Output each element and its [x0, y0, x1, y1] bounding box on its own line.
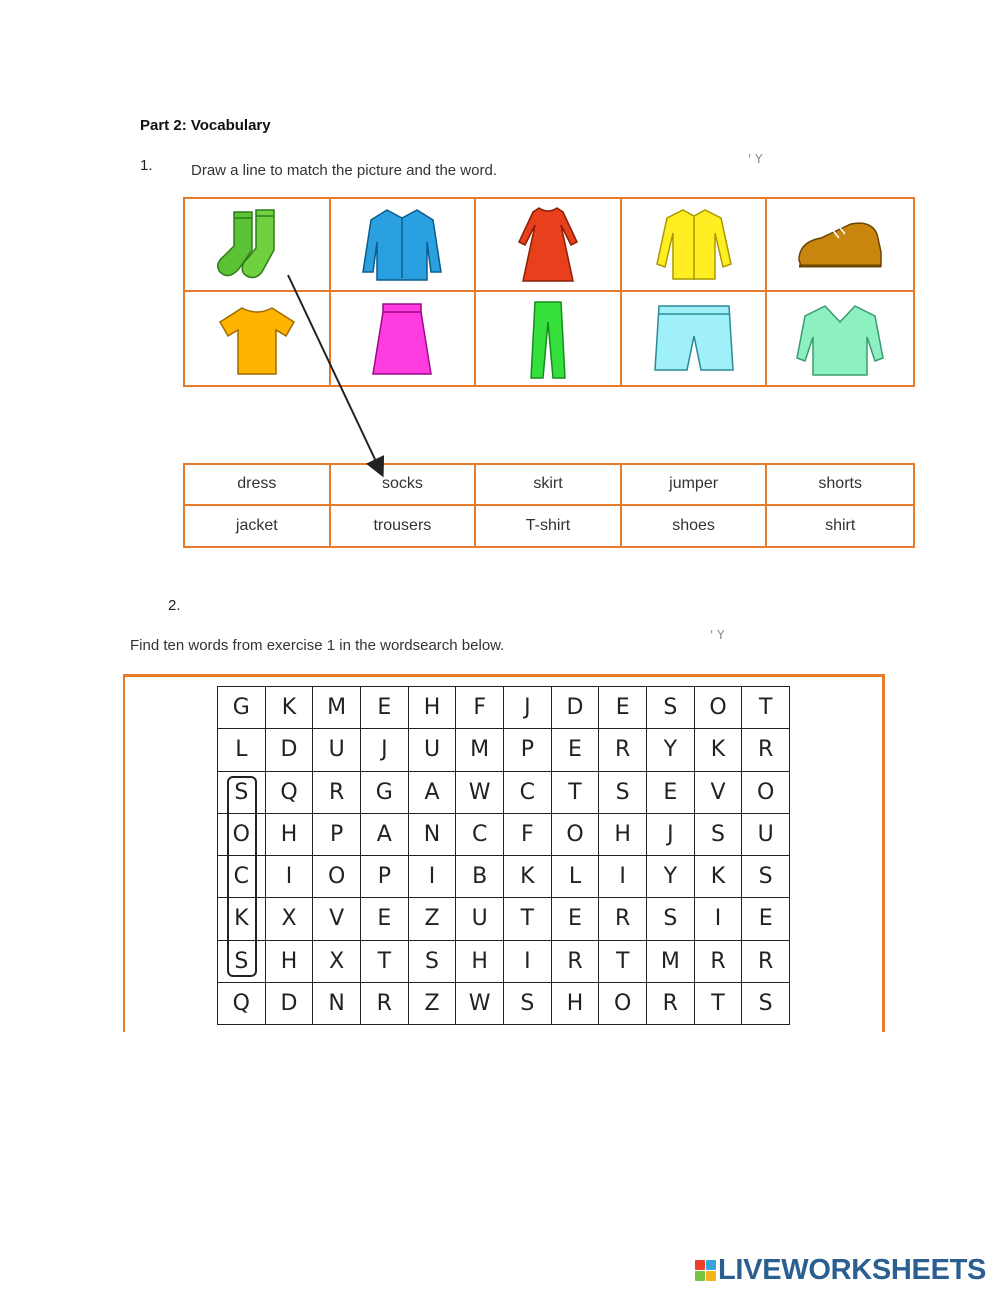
wordsearch-cell[interactable]: F [456, 687, 504, 729]
wordsearch-cell[interactable]: O [552, 814, 600, 856]
question-1-tick-mark: ' Y [748, 152, 763, 166]
wordsearch-cell[interactable]: W [456, 983, 504, 1025]
wordsearch-cell[interactable]: O [742, 772, 790, 814]
wordsearch-cell[interactable]: L [218, 729, 266, 771]
wordsearch-cell[interactable]: P [361, 856, 409, 898]
word-cell[interactable]: T-shirt [476, 506, 622, 547]
wordsearch-cell[interactable]: S [647, 687, 695, 729]
wordsearch-cell[interactable]: K [504, 856, 552, 898]
jacket-icon [357, 204, 447, 286]
picture-cell-jacket[interactable] [331, 199, 477, 292]
word-cell[interactable]: shorts [767, 465, 913, 506]
wordsearch-cell[interactable]: B [456, 856, 504, 898]
wordsearch-cell[interactable]: N [409, 814, 457, 856]
wordsearch-cell[interactable]: A [409, 772, 457, 814]
word-cell[interactable]: shoes [622, 506, 768, 547]
wordsearch-cell[interactable]: E [742, 898, 790, 940]
wordsearch-cell[interactable]: K [218, 898, 266, 940]
wordsearch-cell[interactable]: E [647, 772, 695, 814]
wordsearch-cell[interactable]: I [695, 898, 743, 940]
wordsearch-cell[interactable]: Z [409, 898, 457, 940]
wordsearch-cell[interactable]: D [266, 983, 314, 1025]
wordsearch-cell[interactable]: H [456, 941, 504, 983]
wordsearch-cell[interactable]: R [647, 983, 695, 1025]
wordsearch-cell[interactable]: S [218, 772, 266, 814]
picture-grid [183, 197, 915, 387]
wordsearch-cell[interactable]: E [552, 898, 600, 940]
wordsearch-cell[interactable]: C [504, 772, 552, 814]
wordsearch-cell[interactable]: T [361, 941, 409, 983]
wordsearch-cell[interactable]: R [313, 772, 361, 814]
shorts-icon [649, 298, 739, 380]
picture-cell-trousers[interactable] [476, 292, 622, 385]
wordsearch-cell[interactable]: W [456, 772, 504, 814]
question-1-number: 1. [140, 157, 153, 174]
word-grid [183, 463, 915, 548]
shoes-icon [795, 204, 885, 286]
wordsearch-cell[interactable]: J [504, 687, 552, 729]
wordsearch-cell[interactable]: X [313, 941, 361, 983]
question-2-tick-mark: ' Y [710, 628, 725, 642]
wordsearch-cell[interactable]: A [361, 814, 409, 856]
picture-cell-tshirt[interactable] [185, 292, 331, 385]
wordsearch-grid [217, 686, 790, 1025]
wordsearch-cell[interactable]: P [313, 814, 361, 856]
wordsearch-cell[interactable]: I [504, 941, 552, 983]
logo-icon [695, 1260, 716, 1281]
skirt-icon [357, 298, 447, 380]
wordsearch-cell[interactable]: U [313, 729, 361, 771]
wordsearch-cell[interactable]: X [266, 898, 314, 940]
wordsearch-cell[interactable]: K [695, 729, 743, 771]
picture-cell-jumper[interactable] [767, 292, 913, 385]
wordsearch-cell[interactable]: E [361, 687, 409, 729]
found-word-socks-highlight [227, 776, 257, 977]
socks-icon [212, 204, 302, 286]
wordsearch-cell[interactable]: D [552, 687, 600, 729]
wordsearch-cell[interactable]: I [599, 856, 647, 898]
wordsearch-cell[interactable]: E [552, 729, 600, 771]
shirt-icon [649, 204, 739, 286]
section-title: Part 2: Vocabulary [140, 117, 271, 134]
wordsearch-cell[interactable]: G [218, 687, 266, 729]
wordsearch-cell[interactable]: U [456, 898, 504, 940]
logo-text: LIVEWORKSHEETS [718, 1254, 987, 1286]
wordsearch-cell[interactable]: C [218, 856, 266, 898]
wordsearch-cell[interactable]: R [742, 729, 790, 771]
wordsearch-cell[interactable]: N [313, 983, 361, 1025]
wordsearch-cell[interactable]: M [647, 941, 695, 983]
wordsearch-cell[interactable]: H [552, 983, 600, 1025]
wordsearch-cell[interactable]: T [599, 941, 647, 983]
wordsearch-cell[interactable]: H [266, 941, 314, 983]
question-2-number: 2. [168, 597, 181, 614]
wordsearch-cell[interactable]: S [599, 772, 647, 814]
wordsearch-cell[interactable]: R [599, 729, 647, 771]
question-1-instruction: Draw a line to match the picture and the word. [191, 162, 497, 179]
wordsearch-cell[interactable]: S [409, 941, 457, 983]
picture-cell-skirt[interactable] [331, 292, 477, 385]
wordsearch-cell[interactable]: R [742, 941, 790, 983]
wordsearch-cell[interactable]: S [218, 941, 266, 983]
logo-block [695, 1271, 705, 1281]
logo-block [695, 1260, 705, 1270]
wordsearch-cell[interactable]: I [266, 856, 314, 898]
trousers-icon [503, 298, 593, 380]
wordsearch-cell[interactable]: U [742, 814, 790, 856]
wordsearch-cell[interactable]: R [552, 941, 600, 983]
wordsearch-cell[interactable]: M [456, 729, 504, 771]
word-cell[interactable]: jacket [185, 506, 331, 547]
picture-cell-shorts[interactable] [622, 292, 768, 385]
wordsearch-cell[interactable]: O [599, 983, 647, 1025]
wordsearch-cell[interactable]: L [552, 856, 600, 898]
wordsearch-cell[interactable]: M [313, 687, 361, 729]
wordsearch-cell[interactable]: J [647, 814, 695, 856]
word-cell[interactable]: skirt [476, 465, 622, 506]
wordsearch-cell[interactable]: I [409, 856, 457, 898]
wordsearch-cell[interactable]: C [456, 814, 504, 856]
wordsearch-cell[interactable]: O [218, 814, 266, 856]
wordsearch-cell[interactable]: O [313, 856, 361, 898]
wordsearch-cell[interactable]: T [504, 898, 552, 940]
picture-cell-shoes[interactable] [767, 199, 913, 292]
wordsearch-cell[interactable]: H [266, 814, 314, 856]
wordsearch-cell[interactable]: D [266, 729, 314, 771]
wordsearch-cell[interactable]: U [409, 729, 457, 771]
word-cell[interactable]: trousers [331, 506, 477, 547]
picture-cell-shirt[interactable] [622, 199, 768, 292]
wordsearch-cell[interactable]: O [695, 687, 743, 729]
picture-cell-socks[interactable] [185, 199, 331, 292]
wordsearch-cell[interactable]: S [742, 856, 790, 898]
word-cell[interactable]: socks [331, 465, 477, 506]
logo-block [706, 1271, 716, 1281]
word-cell[interactable]: dress [185, 465, 331, 506]
wordsearch-cell[interactable]: J [361, 729, 409, 771]
picture-cell-dress[interactable] [476, 199, 622, 292]
wordsearch-cell[interactable]: V [313, 898, 361, 940]
wordsearch-cell[interactable]: S [742, 983, 790, 1025]
wordsearch-cell[interactable]: S [504, 983, 552, 1025]
wordsearch-cell[interactable]: T [552, 772, 600, 814]
wordsearch-cell[interactable]: S [647, 898, 695, 940]
wordsearch-cell[interactable]: Y [647, 729, 695, 771]
wordsearch-cell[interactable]: S [695, 814, 743, 856]
wordsearch-cell[interactable]: K [266, 687, 314, 729]
jumper-icon [795, 298, 885, 380]
wordsearch-cell[interactable]: P [504, 729, 552, 771]
wordsearch-cell[interactable]: Y [647, 856, 695, 898]
wordsearch-cell[interactable]: R [361, 983, 409, 1025]
tshirt-icon [212, 298, 302, 380]
logo-block [706, 1260, 716, 1270]
wordsearch-cell[interactable]: Q [218, 983, 266, 1025]
wordsearch-cell[interactable]: V [695, 772, 743, 814]
wordsearch-cell[interactable]: K [695, 856, 743, 898]
dress-icon [503, 204, 593, 286]
wordsearch-cell[interactable]: H [599, 814, 647, 856]
wordsearch-cell[interactable]: E [599, 687, 647, 729]
wordsearch-cell[interactable]: G [361, 772, 409, 814]
wordsearch-cell[interactable]: T [742, 687, 790, 729]
wordsearch-cell[interactable]: H [409, 687, 457, 729]
word-cell[interactable]: shirt [825, 516, 856, 534]
question-2-instruction: Find ten words from exercise 1 in the wordsearch below. [130, 637, 505, 654]
wordsearch-cell[interactable]: Z [409, 983, 457, 1025]
wordsearch-cell[interactable]: E [361, 898, 409, 940]
liveworksheets-logo [695, 1254, 986, 1287]
wordsearch-cell[interactable]: R [695, 941, 743, 983]
word-cell[interactable]: jumper [622, 465, 768, 506]
wordsearch-cell[interactable]: R [599, 898, 647, 940]
wordsearch-cell[interactable]: T [695, 983, 743, 1025]
wordsearch-cell[interactable]: F [504, 814, 552, 856]
wordsearch-cell[interactable]: Q [266, 772, 314, 814]
